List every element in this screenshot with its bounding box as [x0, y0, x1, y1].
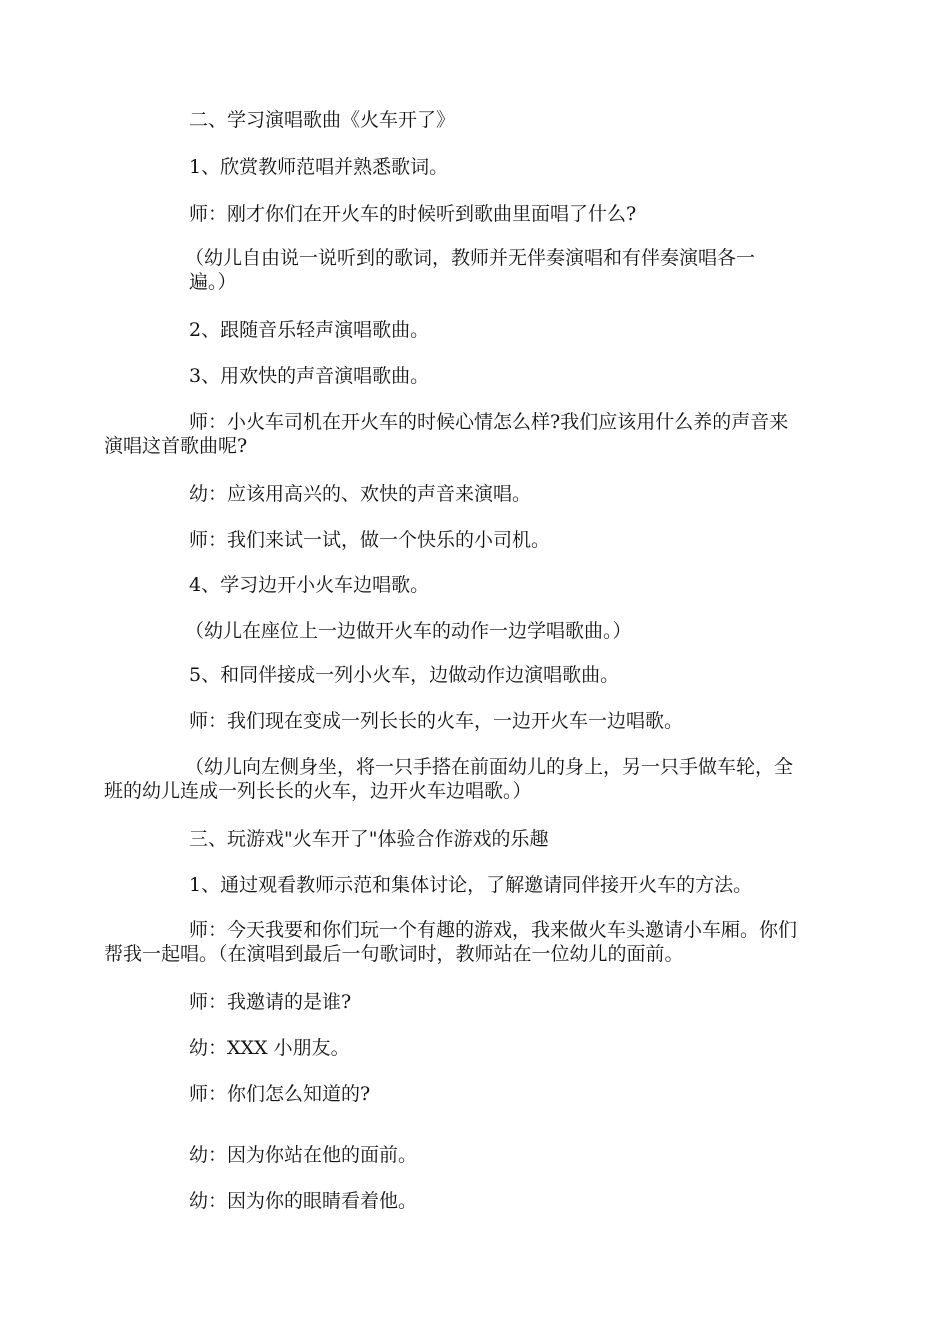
child-answer: [0, 1189, 950, 1213]
step-3-sing-happily: [0, 364, 950, 388]
text-line: 二、学习演唱歌曲《火车开了》: [189, 109, 456, 131]
teacher-instruction: [0, 918, 950, 966]
text-line: 1、通过观看教师示范和集体讨论，了解邀请同伴接开火车的方法。: [189, 874, 753, 896]
text-line: （幼儿向左侧身坐，将一只手搭在前面幼儿的身上，另一只手做车轮，全: [185, 756, 794, 778]
text-line: 幼：应该用高兴的、欢快的声音来演唱。: [189, 483, 532, 505]
step-5-form-train: [0, 663, 950, 687]
teacher-line: [0, 709, 950, 733]
text-line: 幼：XXX 小朋友。: [189, 1037, 350, 1059]
text-line: 师：今天我要和你们玩一个有趣的游戏，我来做火车头邀请小车厢。你们: [189, 919, 798, 941]
text-line: 1、欣赏教师范唱并熟悉歌词。: [189, 156, 449, 178]
text-line: 幼：因为你的眼睛看着他。: [189, 1190, 418, 1212]
text-line: 师：我们现在变成一列长长的火车，一边开火车一边唱歌。: [189, 710, 684, 732]
text-line: （幼儿在座位上一边做开火车的动作一边学唱歌曲。）: [185, 620, 632, 642]
child-answer: [0, 1143, 950, 1167]
section-heading-learn-song: [0, 108, 950, 132]
text-line: 师：我们来试一试，做一个快乐的小司机。: [189, 529, 551, 551]
teacher-line: [0, 990, 950, 1014]
game-step-1: [0, 873, 950, 897]
text-line: 师：我邀请的是谁?: [189, 991, 352, 1013]
text-line: 4、学习边开小火车边唱歌。: [189, 574, 430, 596]
step-1-listen: [0, 155, 950, 179]
text-line: 帮我一起唱。（在演唱到最后一句歌词时，教师站在一位幼儿的面前。: [104, 943, 684, 965]
child-answer: [0, 1036, 950, 1060]
step-4-train-and-sing: [0, 573, 950, 597]
child-answer: [0, 482, 950, 506]
text-line: 演唱这首歌曲呢?: [104, 435, 248, 457]
text-line: 3、用欢快的声音演唱歌曲。: [189, 365, 430, 387]
text-line: 2、跟随音乐轻声演唱歌曲。: [189, 319, 430, 341]
teacher-line: [0, 528, 950, 552]
text-line: 师：刚才你们在开火车的时候听到歌曲里面唱了什么?: [189, 203, 637, 225]
teacher-question: [0, 410, 950, 458]
section-heading-play-game: [0, 827, 950, 851]
text-line: 幼：因为你站在他的面前。: [189, 1144, 418, 1166]
text-line: （幼儿自由说一说听到的歌词，教师并无伴奏演唱和有伴奏演唱各一: [185, 247, 756, 269]
text-line: 班的幼儿连成一列长长的火车，边开火车边唱歌。）: [104, 780, 532, 802]
text-line: 5、和同伴接成一列小火车，边做动作边演唱歌曲。: [189, 664, 620, 686]
text-line: 遍。）: [189, 271, 237, 293]
text-line: 师：你们怎么知道的?: [189, 1083, 371, 1105]
text-line: 三、玩游戏"火车开了"体验合作游戏的乐趣: [189, 828, 549, 850]
step-2-sing-softly: [0, 318, 950, 342]
text-line: 师：小火车司机在开火车的时候心情怎么样?我们应该用什么养的声音来: [189, 411, 789, 433]
note-paragraph: [0, 619, 950, 643]
teacher-line: [0, 1082, 950, 1106]
note-paragraph: [0, 755, 950, 803]
note-paragraph: [0, 246, 950, 294]
teacher-line: [0, 202, 950, 226]
